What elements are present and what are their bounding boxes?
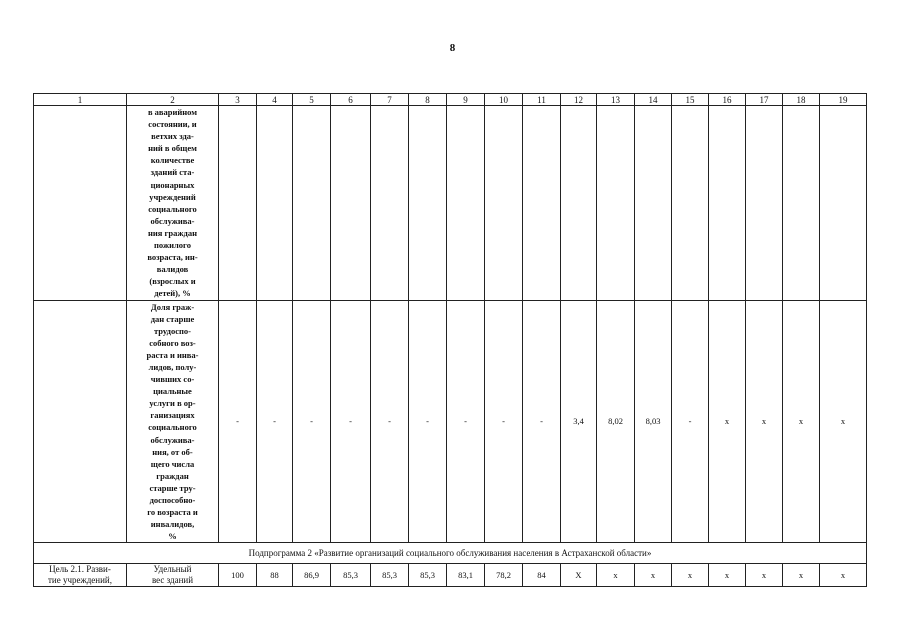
value-cell: x <box>709 564 746 587</box>
value-cell: x <box>820 564 867 587</box>
value-cell <box>371 106 409 301</box>
goal-cell: Цель 2.1. Разви- тие учреждений, <box>34 564 127 587</box>
value-cell: - <box>523 300 561 543</box>
table-row <box>34 106 867 301</box>
value-cell: 100 <box>219 564 257 587</box>
value-cell <box>293 106 331 301</box>
value-cell <box>257 106 293 301</box>
value-cell: 78,2 <box>485 564 523 587</box>
value-cell: x <box>709 300 746 543</box>
value-cell: 85,3 <box>331 564 371 587</box>
value-cell: 85,3 <box>371 564 409 587</box>
value-cell: 86,9 <box>293 564 331 587</box>
header-cell: 9 <box>447 94 485 106</box>
header-cell: 15 <box>672 94 709 106</box>
value-cell <box>409 106 447 301</box>
value-cell <box>561 106 597 301</box>
header-cell: 13 <box>597 94 635 106</box>
value-cell: x <box>746 300 783 543</box>
header-cell: 6 <box>331 94 371 106</box>
header-cell: 7 <box>371 94 409 106</box>
value-cell <box>523 106 561 301</box>
table-row <box>34 300 867 543</box>
value-cell: - <box>293 300 331 543</box>
value-cell: 88 <box>257 564 293 587</box>
value-cell: x <box>783 564 820 587</box>
header-cell: 10 <box>485 94 523 106</box>
goal-cell <box>34 106 127 301</box>
value-cell: x <box>672 564 709 587</box>
indicator-cell: Удельный вес зданий <box>127 564 219 587</box>
goal-cell <box>34 300 127 543</box>
table-row <box>34 564 867 587</box>
header-cell: 8 <box>409 94 447 106</box>
header-cell: 12 <box>561 94 597 106</box>
header-cell: 5 <box>293 94 331 106</box>
value-cell: 85,3 <box>409 564 447 587</box>
value-cell: - <box>409 300 447 543</box>
value-cell: 83,1 <box>447 564 485 587</box>
indicator-table <box>33 93 867 587</box>
subprogram-title: Подпрограмма 2 «Развитие организаций социального обслуживания населения в Астраханской области» <box>34 543 867 564</box>
value-cell: - <box>257 300 293 543</box>
value-cell: - <box>219 300 257 543</box>
indicator-cell: в аварийном состоянии, и ветхих зда- ний в общем количестве зданий ста- ционарных учреждений социального обслужива- ния граждан пожилого возраста, ин- валидов (взрослых и детей), % <box>127 106 219 301</box>
value-cell: - <box>371 300 409 543</box>
value-cell: x <box>597 564 635 587</box>
header-row <box>34 94 867 106</box>
value-cell: - <box>331 300 371 543</box>
value-cell: x <box>783 300 820 543</box>
value-cell: - <box>447 300 485 543</box>
header-cell: 11 <box>523 94 561 106</box>
indicator-cell: Доля граж- дан старше трудоспо- собного воз- раста и инва- лидов, полу- чивших со- циальные услуги в ор- ганизациях социального обслужива- ния, от об- щего числа граждан старше тру- доспособно- го возраста и инвалидов, % <box>127 300 219 543</box>
value-cell <box>635 106 672 301</box>
value-cell: x <box>635 564 672 587</box>
page-number: 8 <box>449 42 456 54</box>
value-cell <box>672 106 709 301</box>
header-cell: 14 <box>635 94 672 106</box>
value-cell: - <box>485 300 523 543</box>
value-cell: 8,03 <box>635 300 672 543</box>
value-cell: x <box>746 564 783 587</box>
value-cell: 84 <box>523 564 561 587</box>
value-cell <box>219 106 257 301</box>
header-cell: 1 <box>34 94 127 106</box>
header-cell: 18 <box>783 94 820 106</box>
value-cell: 8,02 <box>597 300 635 543</box>
value-cell <box>746 106 783 301</box>
value-cell <box>485 106 523 301</box>
value-cell <box>783 106 820 301</box>
value-cell <box>331 106 371 301</box>
header-cell: 2 <box>127 94 219 106</box>
value-cell: - <box>672 300 709 543</box>
header-cell: 19 <box>820 94 867 106</box>
value-cell <box>447 106 485 301</box>
value-cell: X <box>561 564 597 587</box>
header-cell: 17 <box>746 94 783 106</box>
header-cell: 16 <box>709 94 746 106</box>
value-cell <box>709 106 746 301</box>
value-cell: 3,4 <box>561 300 597 543</box>
header-cell: 3 <box>219 94 257 106</box>
header-cell: 4 <box>257 94 293 106</box>
subprogram-row <box>34 543 867 564</box>
value-cell: x <box>820 300 867 543</box>
value-cell <box>820 106 867 301</box>
value-cell <box>597 106 635 301</box>
